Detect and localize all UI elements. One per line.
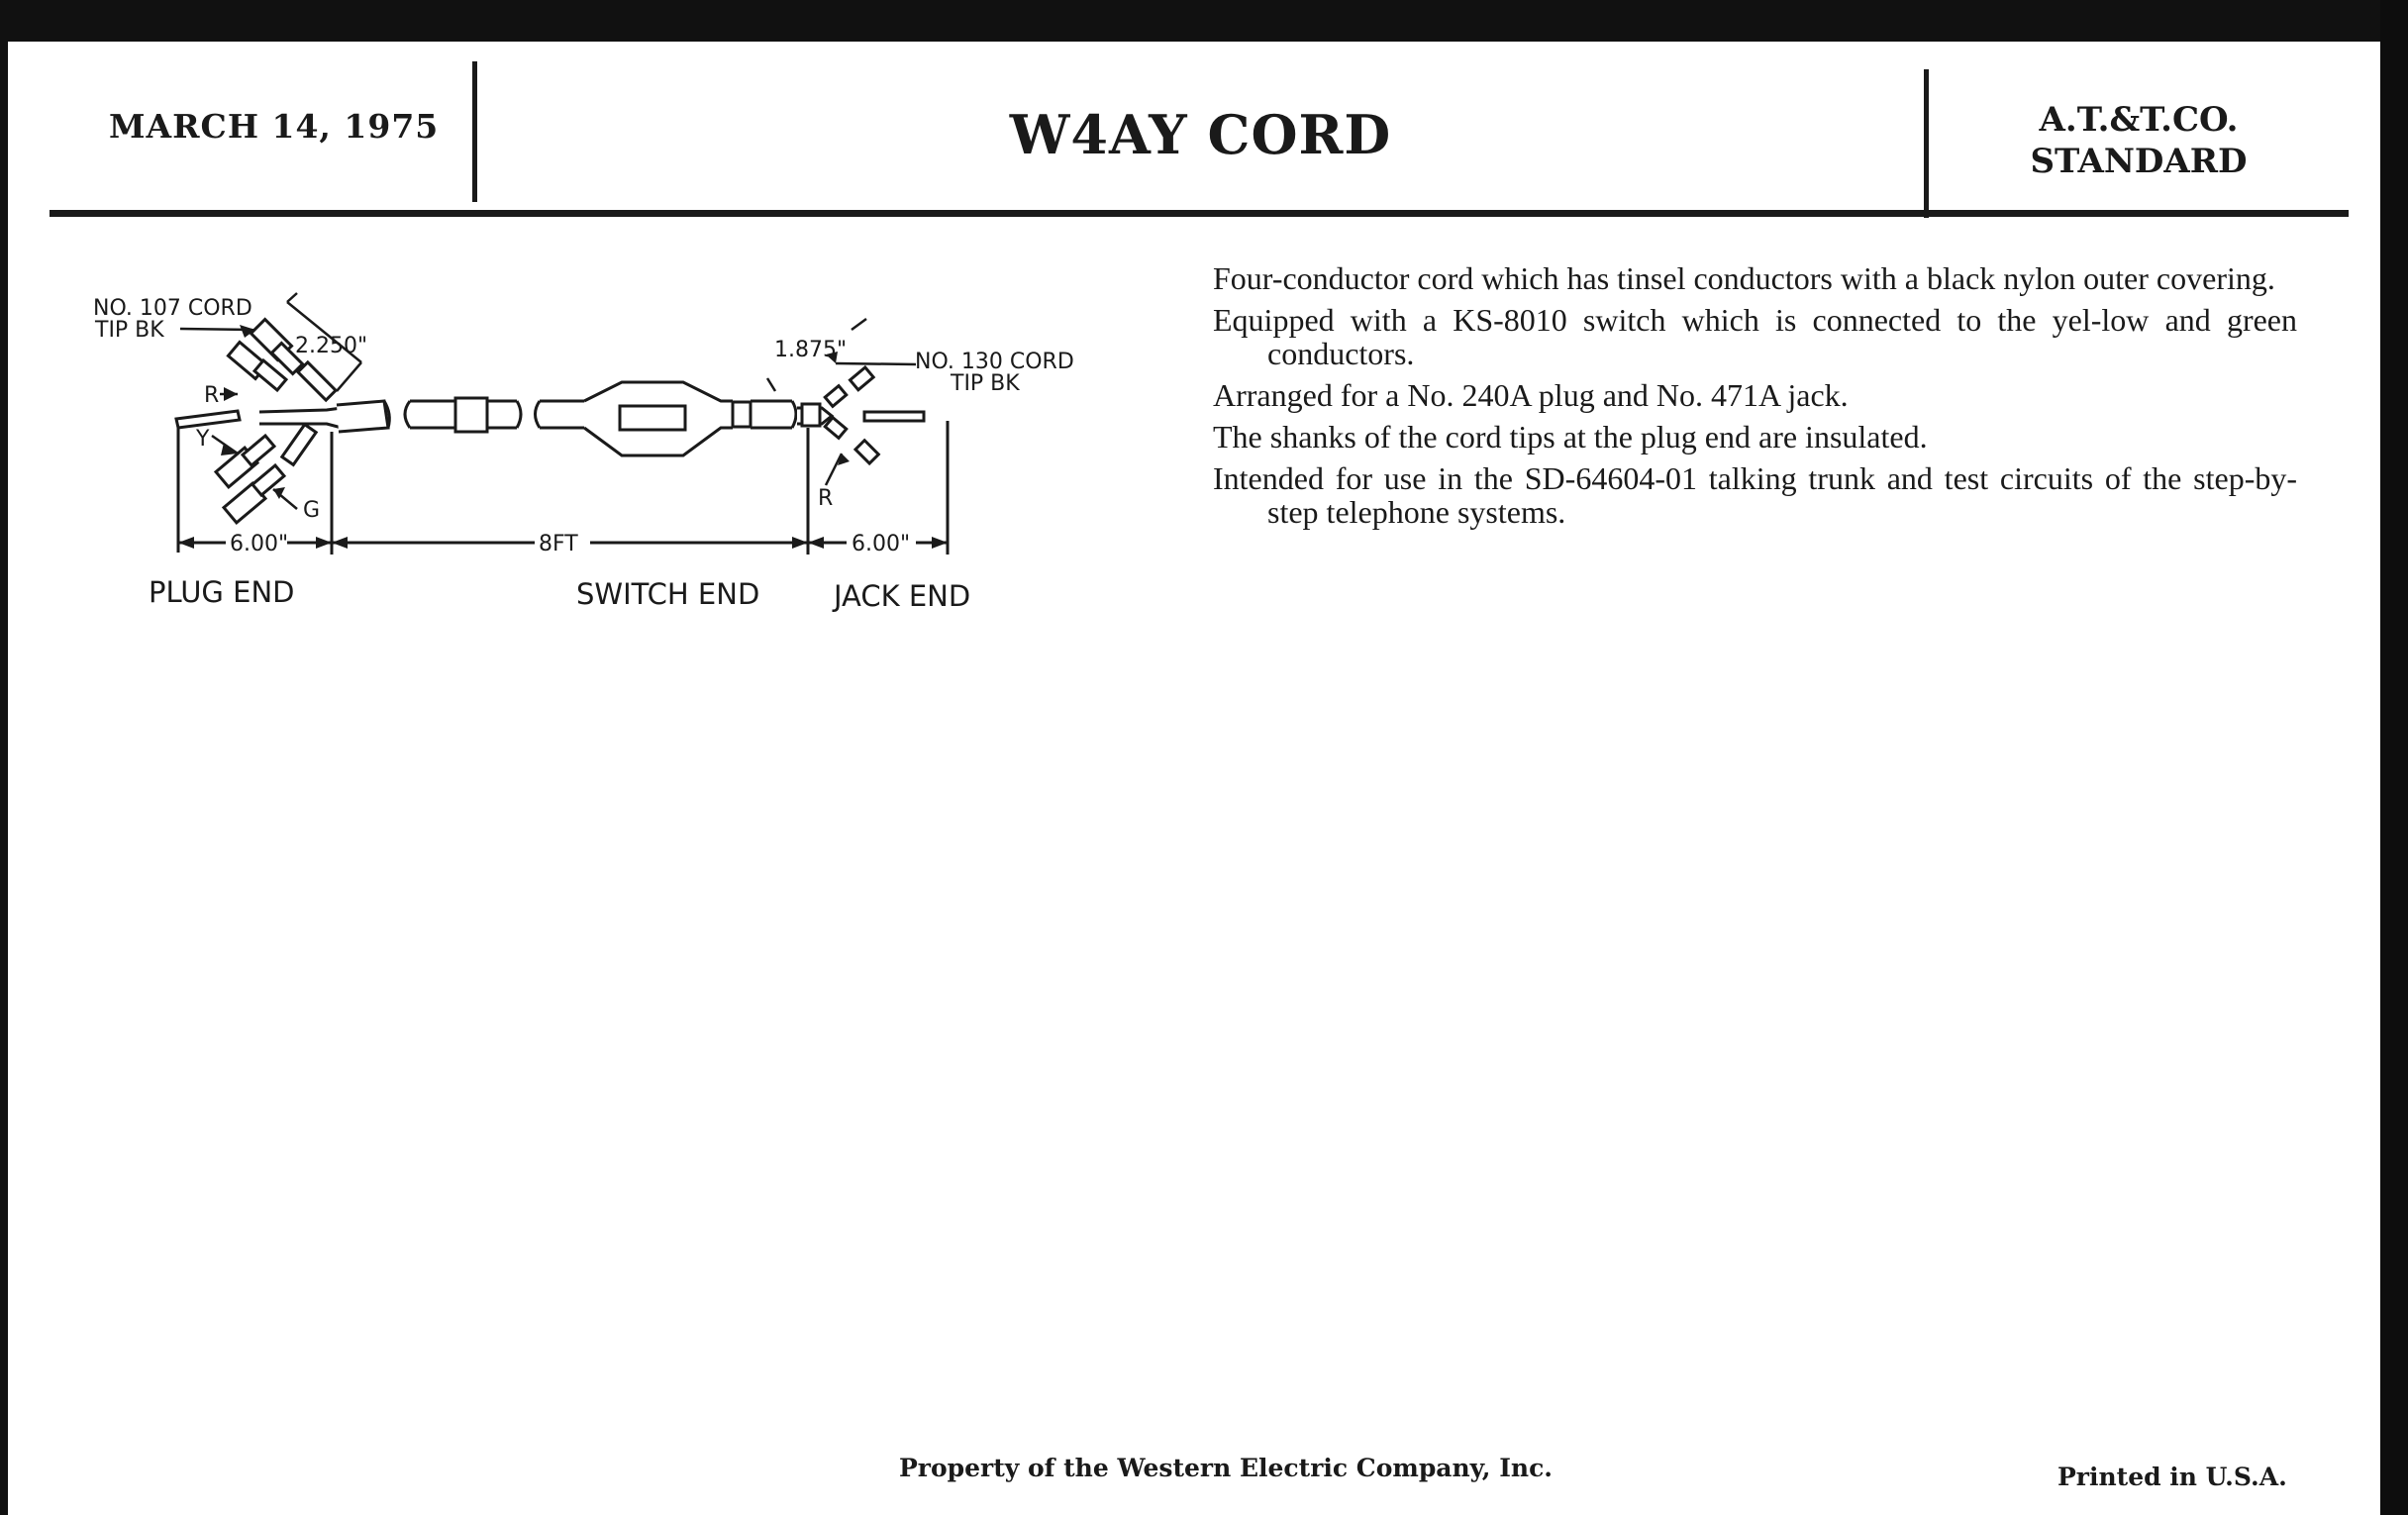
plug-green-label: G: [303, 498, 321, 523]
issue-date: MARCH 14, 1975: [109, 107, 440, 146]
description-item: Arranged for a No. 240A plug and No. 471A jack.: [1213, 377, 1849, 413]
jack-tip-label-2: TIP BK: [951, 371, 1020, 396]
dim-plug-label: 6.00": [230, 532, 289, 556]
plug-tip-bottom: [216, 425, 316, 523]
plug-yellow-label: Y: [196, 427, 210, 452]
plug-tip-label-1: NO. 107 CORD: [93, 296, 252, 321]
description-item: The shanks of the cord tips at the plug end are insulated.: [1213, 419, 1928, 454]
dim-jack-label: 6.00": [852, 532, 911, 556]
plug-length-label: 2.250": [295, 334, 368, 358]
standard-line-1: A.T.&T.CO.: [2039, 100, 2239, 140]
plug-tip-label-2: TIP BK: [95, 318, 164, 343]
description-item: Four-conductor cord which has tinsel conductors with a black nylon outer covering.: [1213, 260, 2275, 296]
description-item: Equipped with a KS-8010 switch which is connected to the yel-low and green conductors.: [1213, 302, 2297, 371]
property-notice: Property of the Western Electric Company, Inc.: [899, 1454, 1554, 1482]
printed-notice: Printed in U.S.A.: [2057, 1463, 2287, 1491]
standard-line-2: STANDARD: [2030, 142, 2248, 181]
cord-description: [1213, 261, 2297, 537]
jack-ring-label: R: [818, 486, 834, 511]
jack-end-label: JACK END: [834, 579, 971, 613]
plug-ring-label: R: [204, 383, 220, 408]
description-item: Intended for use in the SD-64604-01 talking trunk and test circuits of the step-by-step telephone systems.: [1213, 460, 2297, 530]
jack-length-label: 1.875": [774, 338, 848, 362]
switch-end-label: SWITCH END: [576, 577, 760, 611]
jack-tip-label-1: NO. 130 CORD: [915, 350, 1074, 374]
dim-cord-label: 8FT: [539, 532, 578, 556]
page-title: W4AY CORD: [1009, 103, 1392, 166]
plug-end-label: PLUG END: [149, 575, 295, 609]
